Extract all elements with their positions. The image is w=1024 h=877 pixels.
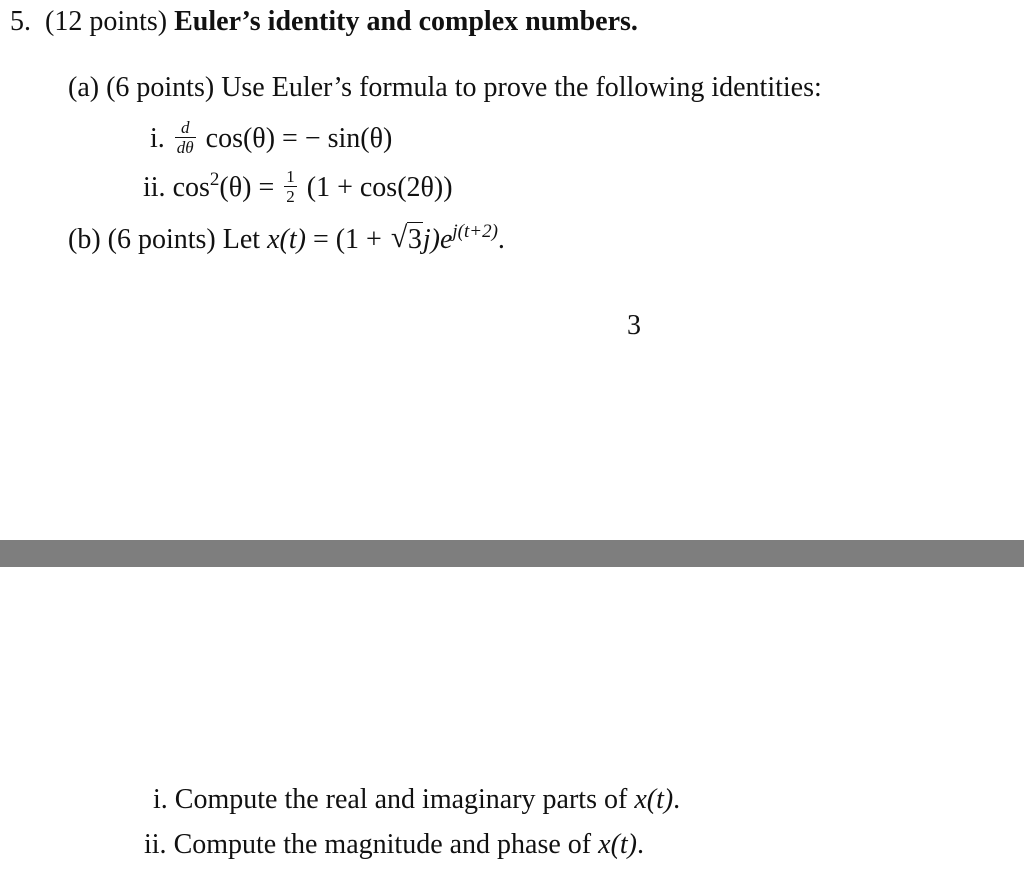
item-end: . (637, 829, 644, 860)
square-exponent: 2 (209, 168, 220, 190)
item-variable: x(t) (598, 829, 637, 860)
sqrt-argument: 3 (407, 224, 422, 255)
square-root (390, 221, 423, 255)
rhs-expression: (1 + cos(2θ)) (306, 171, 453, 203)
item-label: i. (150, 122, 165, 154)
period: . (497, 224, 505, 255)
theta-equals: (θ) = (219, 171, 275, 203)
part-a-points: (6 points) (106, 72, 215, 103)
j-exp-base: j)e (422, 224, 453, 255)
part-b-item-2 (144, 831, 644, 859)
part-b-points: (6 points) (107, 224, 216, 255)
part-a-line (68, 74, 822, 102)
identity-expression: cos(θ) = − sin(θ) (205, 122, 393, 154)
part-a-label: (a) (68, 72, 100, 103)
signal-variable: x(t) (267, 224, 306, 255)
radical-icon: √ (390, 221, 408, 254)
fraction-denominator: 2 (286, 187, 295, 206)
equals-open: = (1 + (312, 224, 382, 255)
cos-term: cos (172, 171, 210, 203)
part-b-item-1 (153, 786, 680, 814)
page-separator (0, 540, 1024, 567)
item-variable: x(t) (634, 784, 674, 815)
exponent: j(t+2) (452, 221, 498, 242)
part-b-label: (b) (68, 224, 101, 255)
item-text: Compute the real and imaginary parts of (174, 784, 628, 815)
fraction-numerator: d (175, 119, 196, 138)
item-label: ii. (144, 829, 167, 860)
item-label: ii. (143, 171, 166, 203)
question-title: Euler’s identity and complex numbers. (174, 6, 638, 37)
item-label: i. (153, 784, 168, 815)
fraction-numerator: 1 (286, 167, 295, 186)
identity-item-1 (150, 118, 393, 159)
part-a-text: Use Euler’s formula to prove the following identities: (221, 72, 822, 103)
fraction-denominator: dθ (176, 138, 194, 157)
part-b-let: Let (222, 224, 261, 255)
question-points: (12 points) (45, 6, 168, 37)
question-number: 5. (10, 6, 31, 37)
page-number: 3 (627, 310, 641, 341)
item-text: Compute the magnitude and phase of (173, 829, 592, 860)
item-end: . (673, 784, 681, 815)
identity-item-2 (143, 167, 453, 208)
derivative-fraction (175, 119, 196, 156)
half-fraction (284, 168, 297, 205)
question-header (10, 8, 638, 36)
part-b-line (68, 221, 505, 255)
